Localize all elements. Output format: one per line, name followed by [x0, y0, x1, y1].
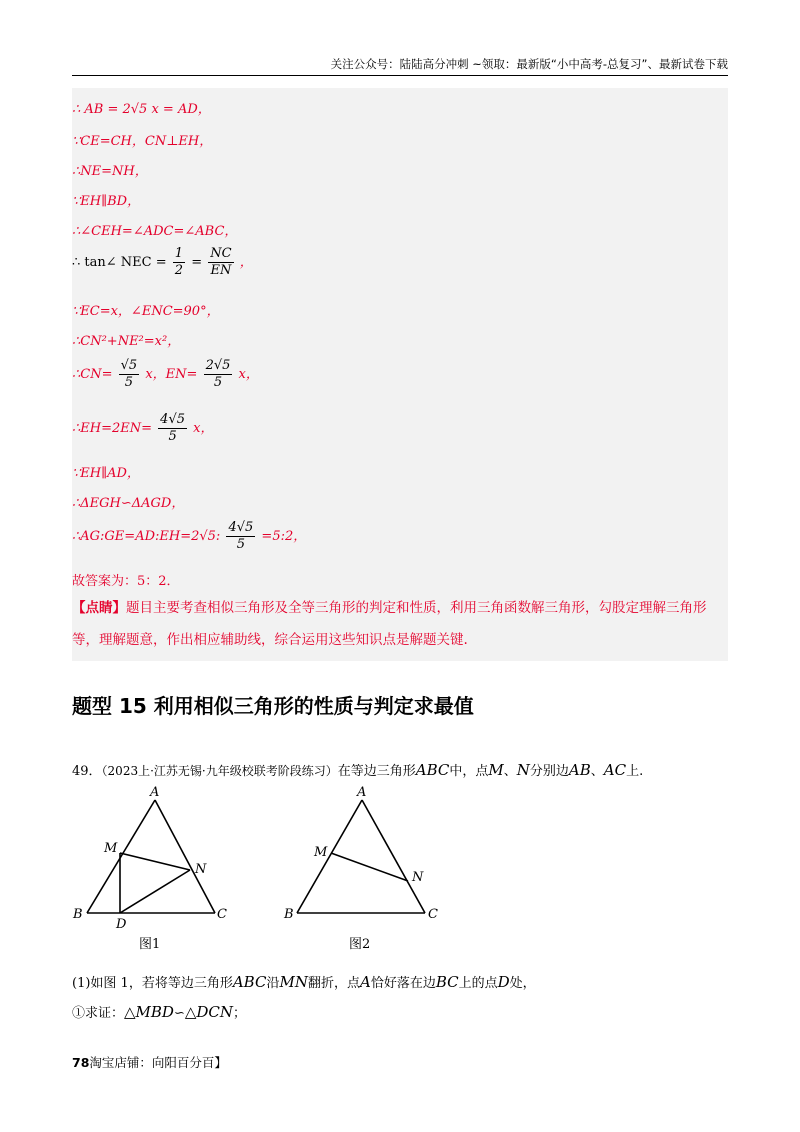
fraction-den: 5	[236, 537, 245, 552]
text-segment: 上.	[626, 764, 644, 779]
solution-line-8: ∴CN²+NE²=x²，	[72, 334, 181, 349]
comment-text: 题目主要考查相似三角形及全等三角形的判定和性质，利用三角函数解三角形，勾股定理解三角形等，理解题意，作出相应辅助线，综合运用这些知识点是解题关键.	[72, 600, 707, 648]
solution-line-5: ∴∠CEH=∠ADC=∠ABC，	[72, 224, 238, 239]
page-footer	[72, 1053, 227, 1071]
problem-49	[72, 760, 643, 779]
text-segment: 恰好落在边	[370, 976, 436, 991]
label-m: M	[104, 841, 118, 856]
section-title: 题型 15 利用相似三角形的性质与判定求最值	[72, 694, 474, 718]
solution-line-3: ∴NE=NH，	[72, 164, 148, 179]
answer-line: 故答案为：5：2．	[72, 574, 180, 589]
text-segment: x，	[238, 367, 259, 382]
solution-line-10	[72, 412, 213, 445]
triangle-dcn: △DCN	[184, 1003, 234, 1021]
side-ac	[362, 800, 425, 913]
fraction-cn	[119, 358, 140, 391]
figure-2-caption: 图2	[349, 937, 371, 952]
label-a: A	[357, 785, 367, 800]
fraction-num: √5	[120, 358, 138, 373]
similar-sign: ∽	[173, 1006, 185, 1021]
solution-line-2: ∵CE=CH，CN⊥EH，	[72, 134, 213, 149]
fraction-den: 5	[168, 429, 177, 444]
page-header: 关注公众号：陆陆高分冲刺 ~领取：最新版“小中高考-总复习”、最新试卷下载	[330, 57, 728, 71]
text-segment: x，	[193, 421, 214, 436]
fraction-en	[204, 358, 233, 391]
fraction-ratio	[226, 520, 255, 553]
fraction-num: 1	[174, 246, 184, 261]
line-suffix: ，	[239, 255, 253, 270]
label-b: B	[284, 907, 294, 922]
text-segment: (1)如图 1，若将等边三角形	[72, 976, 233, 991]
figure-2	[275, 780, 465, 930]
text-segment: ∴AG:GE=AD:EH=2√5:	[72, 529, 221, 544]
fraction-num: 2√5	[205, 358, 231, 373]
solution-line-1: ∴ AB = 2√5 x = AD，	[72, 102, 211, 117]
math-m: M	[488, 761, 504, 779]
text-segment: =5:2，	[261, 529, 307, 544]
segment-dn	[120, 870, 190, 913]
math-mn: MN	[279, 973, 308, 991]
fraction-half	[173, 246, 185, 279]
fraction-den: EN	[210, 263, 232, 278]
page-number: 78	[72, 1055, 90, 1070]
fraction-den: 5	[213, 375, 223, 390]
part-1	[72, 972, 536, 991]
solution-box	[72, 88, 728, 661]
segment-mn	[331, 853, 408, 881]
side-ab	[87, 800, 155, 913]
comment-block	[72, 592, 728, 656]
text-segment: ；	[233, 1006, 247, 1021]
fraction-den: 2	[174, 263, 184, 278]
math-abc: ABC	[415, 761, 450, 779]
triangle-mbd: △MBD	[124, 1003, 174, 1021]
equals-sign: =	[191, 255, 203, 270]
side-ac	[155, 800, 215, 913]
label-b: B	[73, 907, 83, 922]
comment-tag: 【点睛】	[72, 600, 126, 616]
side-ab	[297, 800, 362, 913]
problem-source: （2023上·江苏无锡·九年级校联考阶段练习）	[101, 764, 338, 778]
text-segment: ①求证：	[72, 1006, 125, 1021]
text-segment: 中，点	[449, 764, 489, 779]
header-rule	[72, 75, 728, 76]
fraction-num: 4√5	[228, 520, 254, 535]
label-n: N	[195, 862, 207, 877]
fraction-eh	[158, 412, 187, 445]
segment-mn	[120, 853, 190, 870]
fraction-den: 5	[124, 375, 134, 390]
solution-line-7: ∵EC=x，∠ENC=90°，	[72, 304, 220, 319]
solution-line-12: ∴ΔEGH∽ΔAGD，	[72, 496, 185, 511]
math-d: D	[497, 973, 510, 991]
figure-1	[60, 780, 260, 930]
math-a: A	[359, 973, 371, 991]
text-segment: 处，	[509, 976, 536, 991]
text-segment: ∴EH=2EN=	[72, 421, 153, 436]
math-n: N	[516, 761, 530, 779]
part-1-1	[72, 1002, 246, 1021]
solution-line-6	[72, 246, 253, 279]
separator: 、	[590, 764, 604, 779]
text-segment: 分别边	[529, 764, 569, 779]
text-segment: 沿	[266, 976, 280, 991]
label-c: C	[428, 907, 438, 922]
solution-line-13	[72, 520, 306, 553]
text-segment: 上的点	[458, 976, 498, 991]
tan-prefix: ∴ tan∠ NEC =	[72, 255, 167, 270]
footer-text: 淘宝店铺：向阳百分百】	[89, 1055, 227, 1070]
text-segment: x，EN=	[145, 367, 198, 382]
label-a: A	[150, 785, 160, 800]
math-abc: ABC	[232, 973, 267, 991]
text-segment: ∴CN=	[72, 367, 113, 382]
fraction-nc-en	[208, 246, 233, 279]
solution-line-11: ∵EH∥AD，	[72, 466, 140, 481]
label-c: C	[217, 907, 227, 922]
label-m: M	[314, 845, 328, 860]
solution-line-4: ∵EH∥BD，	[72, 194, 141, 209]
problem-number: 49．	[72, 764, 102, 779]
separator: 、	[503, 764, 517, 779]
math-bc: BC	[435, 973, 459, 991]
solution-line-9	[72, 358, 259, 391]
math-ab: AB	[568, 761, 591, 779]
math-ac: AC	[603, 761, 627, 779]
fraction-num: 4√5	[160, 412, 185, 427]
figure-1-caption: 图1	[139, 937, 161, 952]
label-d: D	[116, 917, 127, 930]
text-segment: 在等边三角形	[337, 764, 416, 779]
fraction-num: NC	[210, 246, 232, 261]
label-n: N	[412, 870, 424, 885]
text-segment: 翻折，点	[307, 976, 360, 991]
